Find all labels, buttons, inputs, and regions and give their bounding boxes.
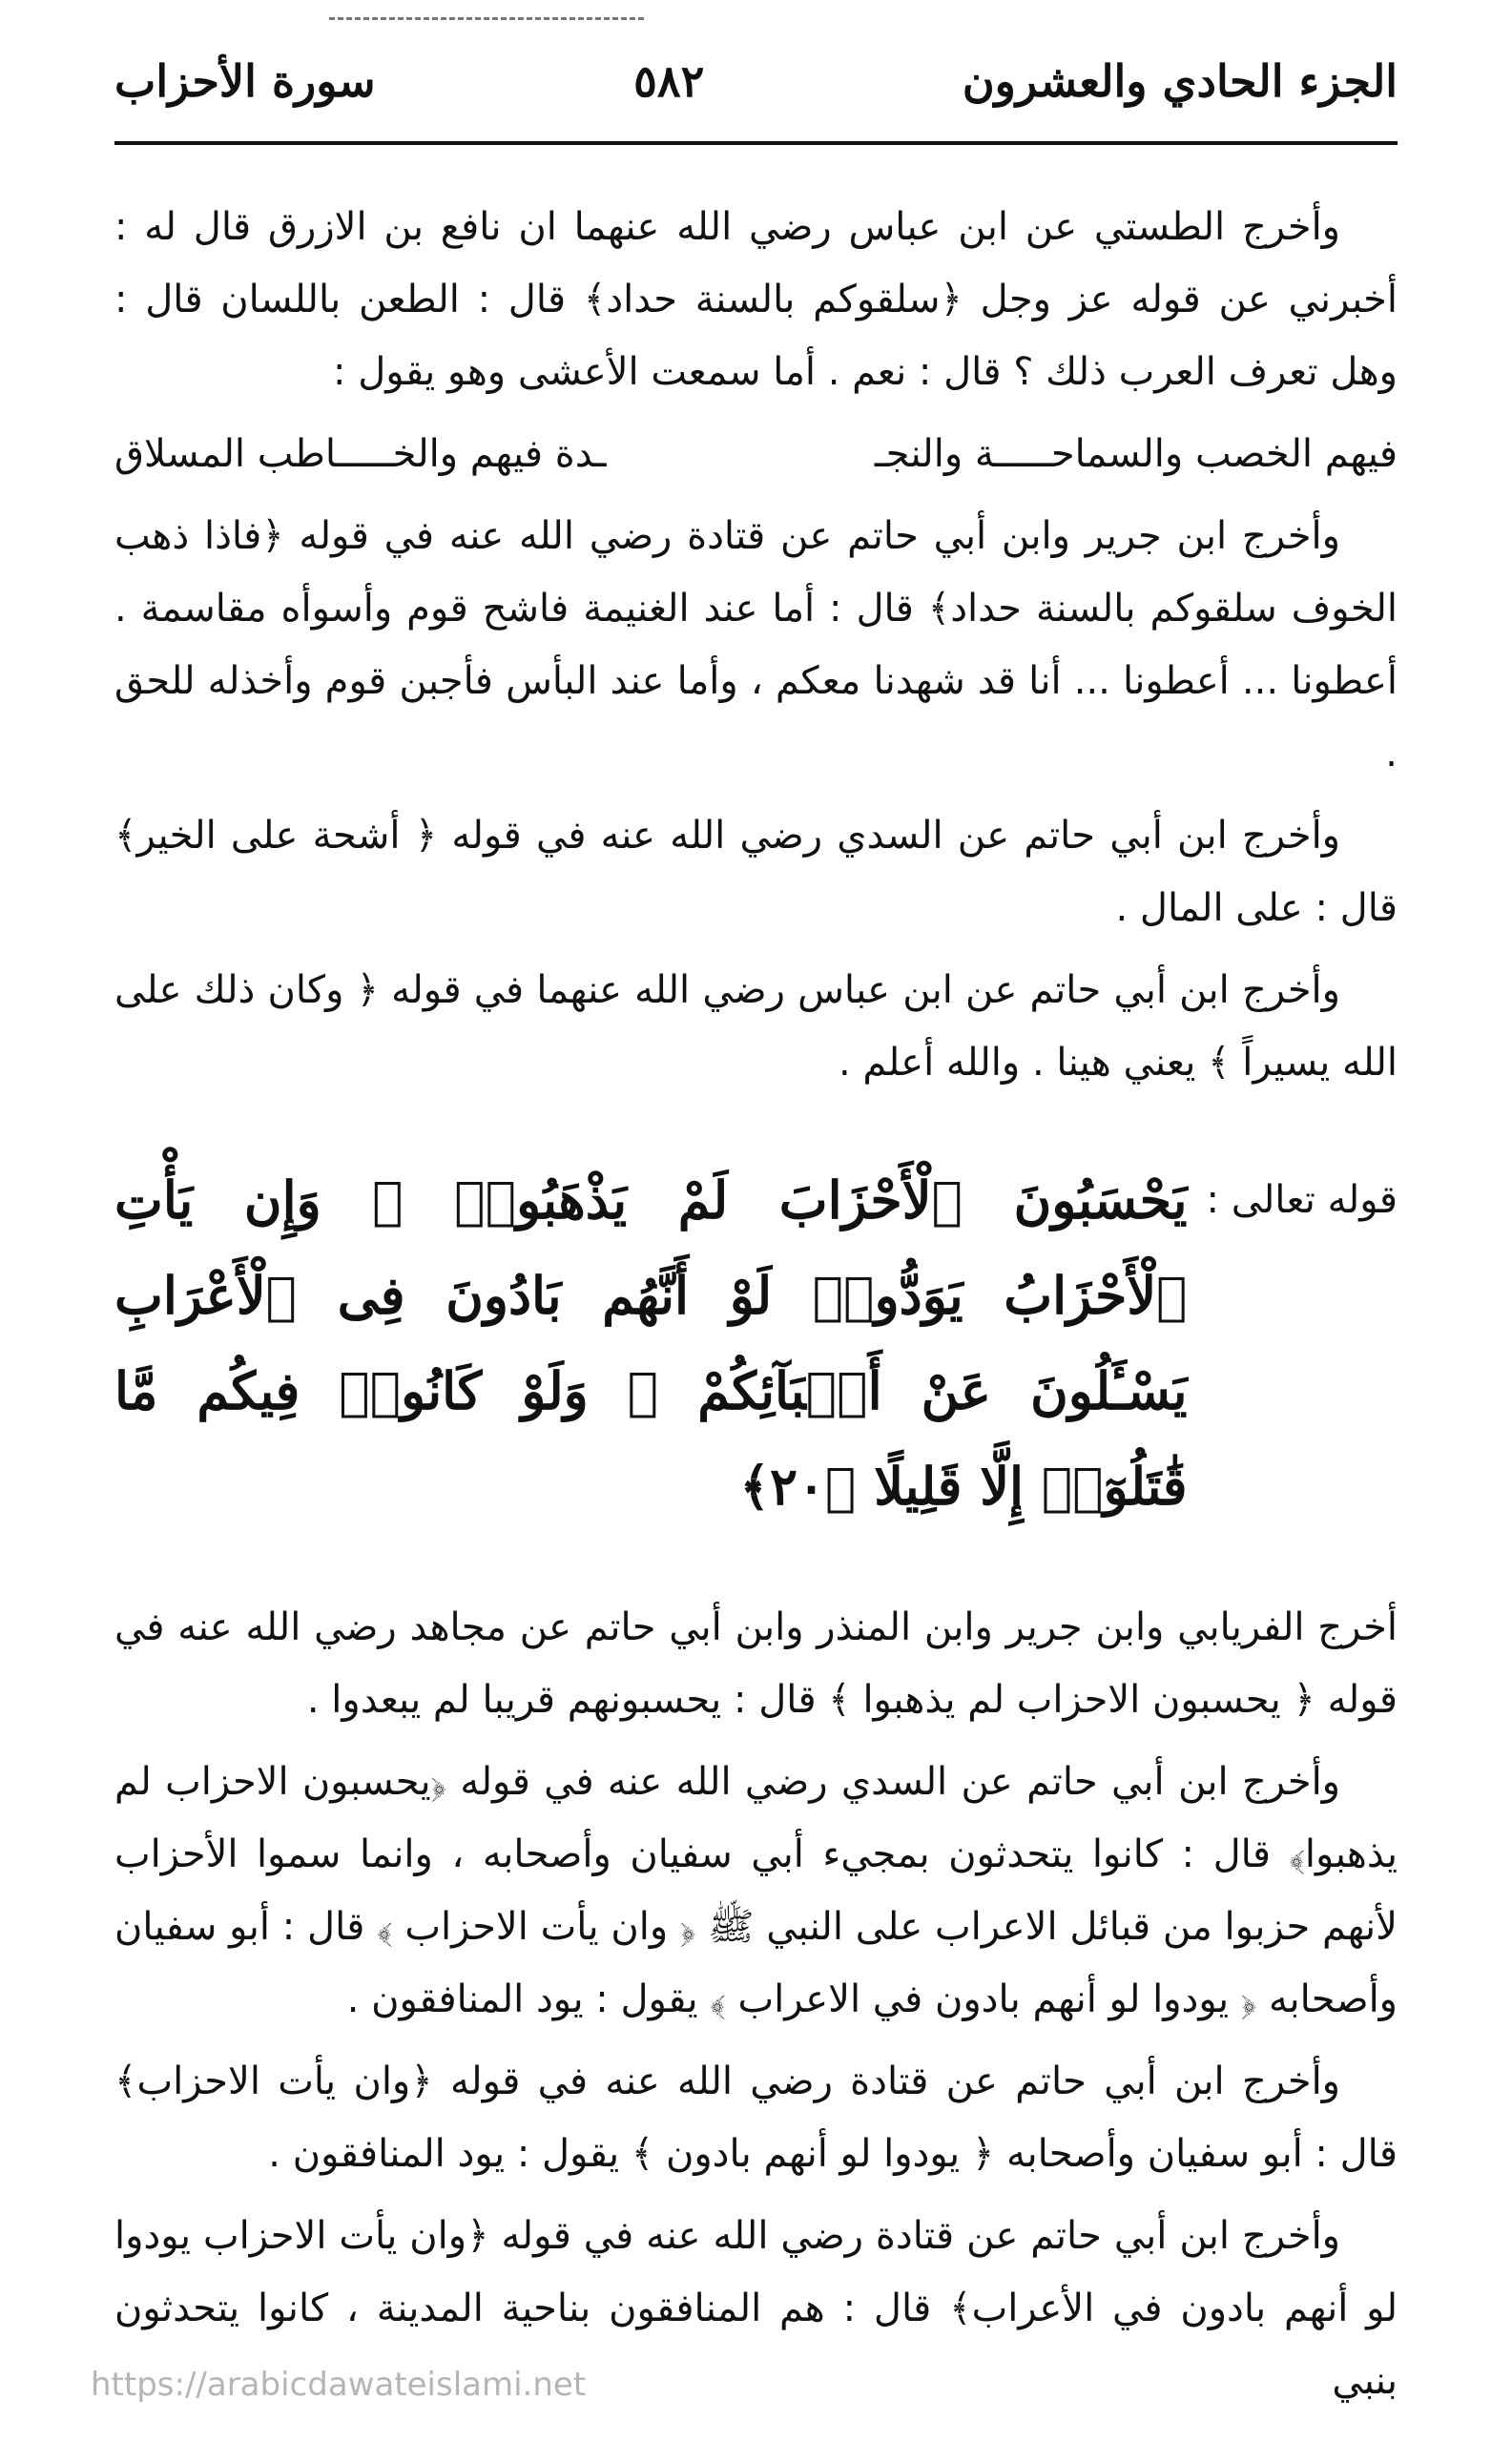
page-content — [114, 191, 1398, 2427]
scan-artifact — [329, 17, 644, 28]
header-rule — [114, 141, 1398, 145]
poem-line — [114, 418, 1398, 490]
paragraph-8: وأخرج ابن أبي حاتم عن قتادة رضي الله عنه في قوله ﴿وان يأت الاحزاب يودوا لو أنهم بادون في الأعراب﴾ قال : هم المنافقون بناحية المدينة ، كانوا يتحدثون بنبي — [114, 2214, 1398, 2403]
paragraph-4: وأخرج ابن أبي حاتم عن ابن عباس رضي الله عنهما في قوله ﴿ وكان ذلك على الله يسيراً ﴾ يعني هينا . والله أعلم . — [114, 968, 1398, 1085]
paragraph-3: وأخرج ابن أبي حاتم عن السدي رضي الله عنه في قوله ﴿ أشحة على الخير﴾ قال : على المال . — [114, 814, 1398, 930]
paragraph-1: وأخرج الطستي عن ابن عباس رضي الله عنهما ان نافع بن الازرق قال له : أخبرني عن قوله عز وجل ﴿سلقوكم بالسنة حداد﴾ قال : الطعن باللسان قال : وهل تعرف العرب ذلك ؟ قال : نعم . أما سمعت الأعشى وهو يقول : — [114, 205, 1398, 394]
header-surah-title: سورة الأحزاب — [114, 55, 376, 107]
running-header — [114, 38, 1398, 124]
quran-verse-block — [114, 1152, 1398, 1534]
page-number: ٥٨٢ — [633, 55, 705, 107]
watermark-url: https://arabicdawateislami.net — [91, 2366, 587, 2404]
paragraph-2: وأخرج ابن جرير وابن أبي حاتم عن قتادة رضي الله عنه في قوله ﴿فاذا ذهب الخوف سلقوكم بالسنة حداد﴾ قال : أما عند الغنيمة فاشح قوم وأسوأه مقاسمة . أعطونا ... أعطونا ... أنا قد شهدنا معكم ، وأما عند البأس فأجبن قوم وأخذله للحق . — [114, 514, 1398, 776]
quran-verse: يَحْسَبُونَ ٱلْأَحْزَابَ لَمْ يَذْهَبُوا۟ ۖ وَإِن يَأْتِ ٱلْأَحْزَابُ يَوَدُّوا۟ لَوْ أَنَّهُم بَادُونَ فِى ٱلْأَعْرَابِ يَسْـَٔلُونَ عَنْ أَنۢبَآئِكُمْ ۖ وَلَوْ كَانُوا۟ فِيكُم مَّا قَٰتَلُوٓا۟ إِلَّا قَلِيلًا ﴿٢٠﴾ — [114, 1169, 1188, 1517]
poem-first-hemistich: فيهم الخصب والسماحـــــة والنجـ — [874, 432, 1398, 476]
poem-second-hemistich: ـدة فيهم والخـــــاطب المسلاق — [114, 432, 607, 476]
paragraph-6: وأخرج ابن أبي حاتم عن السدي رضي الله عنه في قوله ﴿يحسبون الاحزاب لم يذهبوا﴾ قال : كانوا يتحدثون بمجيء أبي سفيان وأصحابه ، وانما سموا الأحزاب لأنهم حزبوا من قبائل الاعراب على النبي ﷺ ﴿ وان يأت الاحزاب ﴾ قال : أبو سفيان وأصحابه ﴿ يودوا لو أنهم بادون في الاعراب ﴾ يقول : يود المنافقون . — [114, 1760, 1398, 2021]
header-part-title: الجزء الحادي والعشرون — [962, 55, 1398, 107]
paragraph-7: وأخرج ابن أبي حاتم عن قتادة رضي الله عنه في قوله ﴿وان يأت الاحزاب﴾ قال : أبو سفيان وأصحابه ﴿ يودوا لو أنهم بادون ﴾ يقول : يود المنافقون . — [114, 2059, 1398, 2176]
paragraph-5: أخرج الفريابي وابن جرير وابن المنذر وابن أبي حاتم عن مجاهد رضي الله عنه في قوله ﴿ يحسبون الاحزاب لم يذهبوا ﴾ قال : يحسبونهم قريبا لم يبعدوا . — [114, 1605, 1398, 1722]
verse-intro: قوله تعالى : — [1206, 1178, 1398, 1222]
